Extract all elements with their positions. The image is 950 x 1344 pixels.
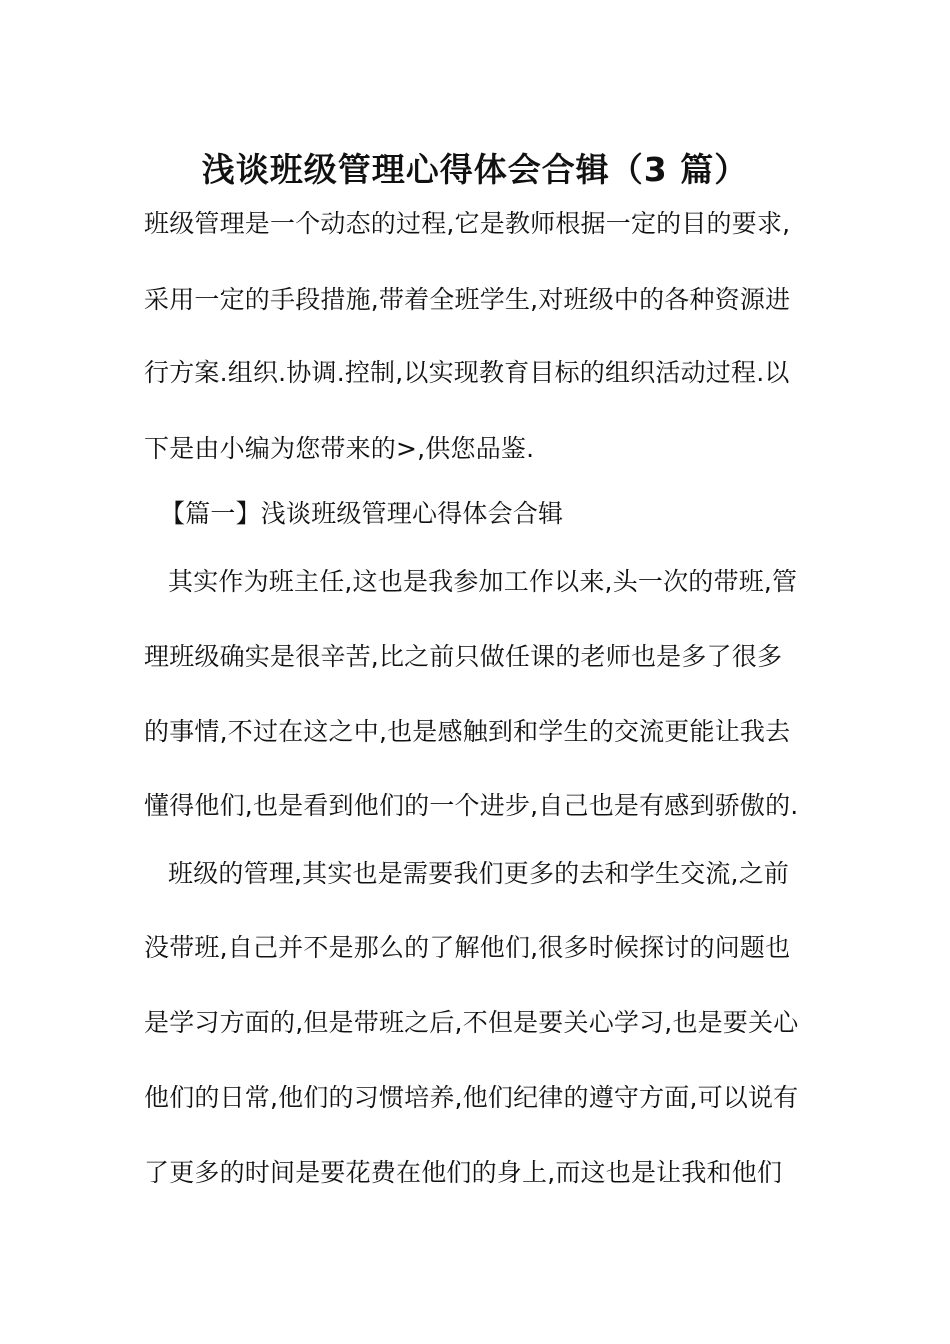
body-line: 懂得他们,也是看到他们的一个进步,自己也是有感到骄傲的.	[144, 791, 799, 820]
document-title: 浅谈班级管理心得体会合辑（3 篇）	[201, 150, 749, 189]
body-line: 了更多的时间是要花费在他们的身上,而这也是让我和他们	[144, 1158, 783, 1187]
intro-line: 采用一定的手段措施,带着全班学生,对班级中的各种资源进	[144, 285, 791, 314]
body-line: 其实作为班主任,这也是我参加工作以来,头一次的带班,管	[168, 567, 798, 596]
intro-line: 班级管理是一个动态的过程,它是教师根据一定的目的要求,	[144, 209, 791, 238]
body-line: 理班级确实是很辛苦,比之前只做任课的老师也是多了很多	[144, 642, 783, 671]
body-line: 的事情,不过在这之中,也是感触到和学生的交流更能让我去	[144, 717, 791, 746]
section-heading: 【篇一】浅谈班级管理心得体会合辑	[160, 499, 564, 528]
body-line: 是学习方面的,但是带班之后,不但是要关心学习,也是要关心	[144, 1008, 799, 1037]
body-line: 没带班,自己并不是那么的了解他们,很多时候探讨的问题也	[144, 933, 791, 962]
intro-line: 行方案.组织.协调.控制,以实现教育目标的组织活动过程.以	[144, 358, 790, 387]
body-line: 班级的管理,其实也是需要我们更多的去和学生交流,之前	[168, 859, 790, 888]
body-line: 他们的日常,他们的习惯培养,他们纪律的遵守方面,可以说有	[144, 1083, 799, 1112]
intro-line: 下是由小编为您带来的>,供您品鉴.	[144, 434, 535, 463]
